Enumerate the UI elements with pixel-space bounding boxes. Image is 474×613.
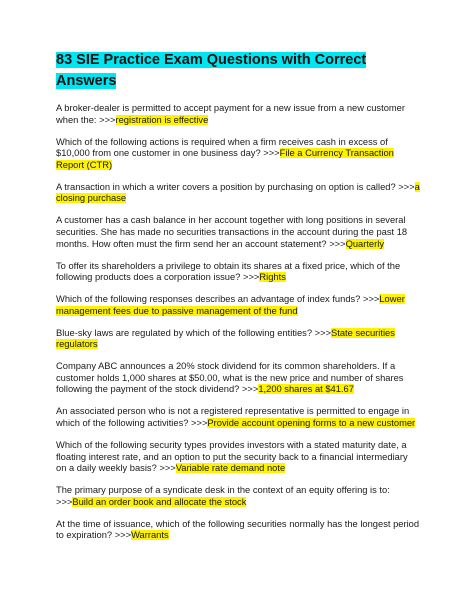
question-text: Which of the following security types provides investors with a stated maturity date, a floating interest rate, and an option to put the security back to a financial intermediary on a daily weekly basis?	[56, 439, 408, 474]
qa-item	[56, 103, 420, 126]
answer-separator: >>>	[314, 327, 332, 338]
answer-text: State securities regulators	[56, 327, 395, 350]
answer-separator: >>>	[241, 384, 259, 395]
answer-text: File a Currency Transaction Report (CTR)	[56, 148, 394, 170]
answer-separator: >>>	[114, 530, 132, 541]
answer-text: a closing purchase	[56, 181, 420, 204]
qa-item	[56, 328, 420, 351]
answer-separator: >>>	[159, 463, 176, 474]
title-highlight: 83 SIE Practice Exam Questions with Correct Answers	[56, 52, 367, 89]
question-text: To offer its shareholders a privilege to obtain its shares at a fixed price, which of the following products does a corporation issue?	[56, 260, 401, 283]
question-text: A customer has a cash balance in her account together with long positions in several securities. She has made no securities transactions in the account during the past 18 months. How often must the firm send her an account statement?	[56, 215, 408, 249]
qa-item	[56, 182, 420, 205]
answer-separator: >>>	[99, 114, 116, 125]
qa-item	[56, 361, 420, 396]
question-text: An associated person who is not a registered representative is permitted to engage in which of the following activities?	[56, 406, 410, 428]
answer-text: Provide account opening forms to a new customer	[207, 418, 416, 428]
answer-separator: >>>	[191, 418, 208, 428]
document-title	[56, 50, 420, 92]
answer-separator: >>>	[362, 294, 380, 305]
answer-text: Variable rate demand note	[175, 463, 286, 474]
answer-text: Build an order book and allocate the stock	[72, 496, 247, 507]
question-text: At the time of issuance, which of the following securities normally has the longest period to expiration?	[56, 518, 420, 541]
answer-text: 1,200 shares at $41.67	[258, 384, 354, 395]
qa-item	[56, 485, 420, 508]
answer-text: Warrants	[131, 530, 169, 541]
answer-text: Lower management fees due to passive management of the fund	[56, 294, 405, 316]
qa-item	[56, 137, 420, 172]
qa-item	[56, 215, 420, 250]
answer-text: registration is effective	[115, 114, 209, 125]
question-text: Which of the following actions is required when a firm receives cash in excess of $10,000 from one customer in one business day?	[56, 136, 388, 159]
document-page	[56, 50, 420, 552]
answer-text: Rights	[259, 272, 286, 283]
question-text: A transaction in which a writer covers a position by purchasing on option is called?	[56, 181, 399, 192]
qa-item	[56, 440, 420, 475]
answer-text: Quarterly	[345, 238, 384, 249]
qa-item	[56, 261, 420, 284]
answer-separator: >>>	[329, 238, 346, 249]
answer-separator: >>>	[263, 148, 280, 159]
answer-separator: >>>	[398, 181, 415, 192]
question-text: The primary purpose of a syndicate desk in the context of an equity offering is to:	[56, 485, 390, 496]
answer-separator: >>>	[56, 496, 73, 507]
question-text: Blue-sky laws are regulated by which of the following entities?	[56, 327, 315, 338]
question-text: Which of the following responses describes an advantage of index funds?	[56, 294, 363, 305]
qa-item	[56, 519, 420, 542]
qa-item	[56, 294, 420, 317]
question-text: Company ABC announces a 20% stock dividend for its common shareholders. If a customer holds 1,000 shares at $50.00, what is the new price and number of shares following the payment of the stock dividend?	[56, 361, 404, 395]
question-text: A broker-dealer is permitted to accept payment for a new issue from a new customer when the:	[56, 103, 405, 125]
qa-item	[56, 406, 420, 429]
answer-separator: >>>	[243, 272, 260, 283]
